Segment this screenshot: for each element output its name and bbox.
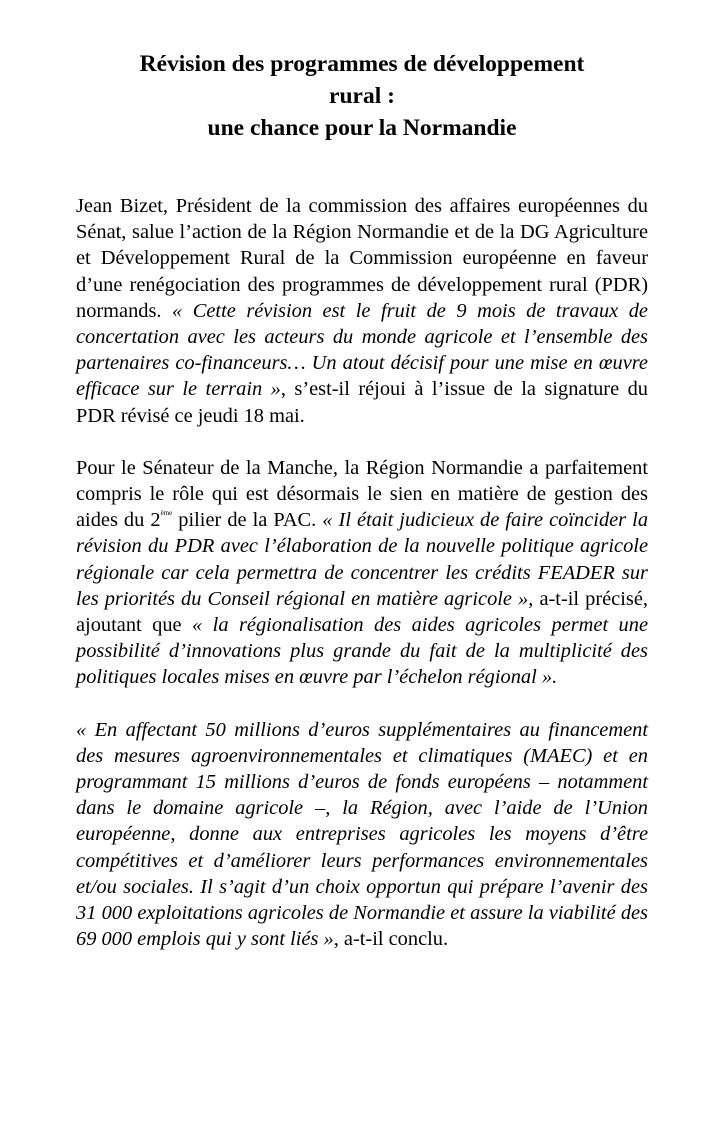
conclusion-text: , a-t-il conclu.: [333, 928, 449, 951]
document-title: [76, 48, 648, 144]
senator-quote-2: « la régionalisation des aides agricoles permet une possibilité d’innovations plus grande du fait de la multiplicité des politiques locales mises en œuvre par l’échelon régional ».: [76, 614, 648, 689]
paragraph-conclusion: [76, 717, 648, 953]
title-line-3: une chance pour la Normandie: [207, 115, 517, 141]
senator-text-3: a-t-il précisé, ajoutant que: [76, 587, 648, 637]
title-line-2: rural :: [329, 83, 395, 109]
paragraph-senator: [76, 455, 648, 691]
senator-text-2: pilier de la PAC.: [172, 509, 323, 532]
title-line-1: Révision des programmes de développement: [139, 51, 585, 77]
intro-text-end: , s’est-il réjoui à l’issue de la signature du PDR révisé ce jeudi 18 mai.: [76, 378, 648, 427]
paragraph-intro: [76, 193, 648, 429]
press-release: [76, 48, 648, 952]
senator-quote-1: « Il était judicieux de faire coïncider la révision du PDR avec l’élaboration de la nouvelle politique agricole régionale car cela permettra de concentrer les crédits FEADER sur les priorités du Conseil régional en matière agricole »,: [76, 509, 649, 610]
intro-text: Jean Bizet, Président de la commission des affaires européennes du Sénat, salue l’action de la Région Normandie et de la DG Agriculture et Développement Rural de la Commission européenne en faveur d’une renégociation des programmes de développement rural (PDR) normands.: [76, 195, 648, 322]
senator-text: Pour le Sénateur de la Manche, la Région Normandie a parfaitement compris le rôle qui est désormais le sien en matière de gestion des aides du 2: [76, 456, 648, 532]
ordinal-superscript: ème: [160, 509, 173, 518]
intro-quote: « Cette révision est le fruit de 9 mois de travaux de concertation avec les acteurs du monde agricole et l’ensemble des partenaires co-financeurs… Un atout décisif pour une mise en œuvre efficace sur le terrain »: [76, 299, 648, 401]
conclusion-quote: « En affectant 50 millions d’euros supplémentaires au financement des mesures agroenvironnementales et climatiques (MAEC) et en programmant 15 millions d’euros de fonds européens – notamment dans le domaine agricole –, la Région, avec l’aide de l’Union européenne, donne aux entreprises agricoles les moyens d’être compétitives et d’améliorer leurs performances environnementales et/ou sociales. Il s’agit d’un choix opportun qui prépare l’avenir des 31 000 exploitations agricoles de Normandie et assure la viabilité des 69 000 emplois qui y sont liés »: [76, 718, 648, 951]
